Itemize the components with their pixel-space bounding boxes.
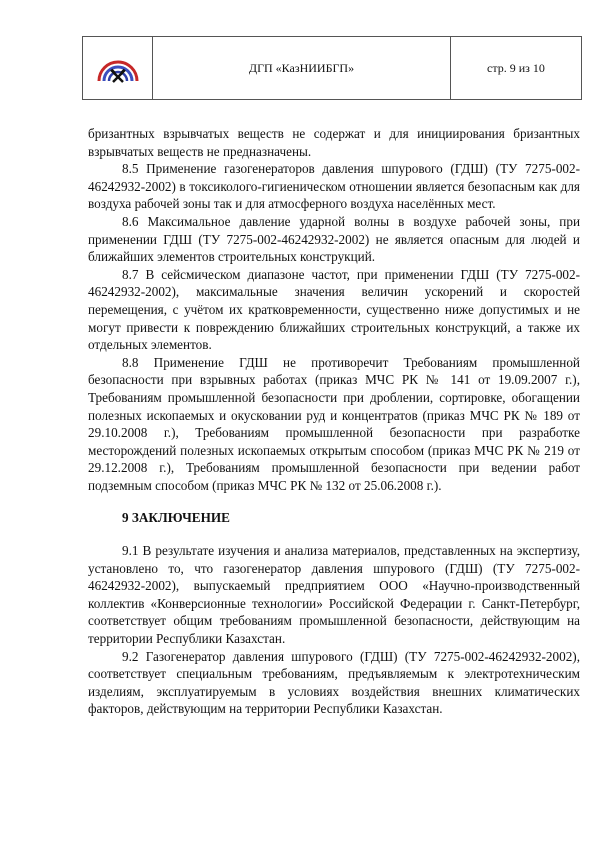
section-heading-conclusion: 9 ЗАКЛЮЧЕНИЕ	[122, 510, 230, 526]
paragraph-8-5: 8.5 Применение газогенераторов давления шпурового (ГДШ) (ТУ 7275-002-46242932-2002) в токсиколого-гигиеническом отношении является безопасным как для воздуха рабочей зоны так и для атмосферного воздуха населённых мест.	[88, 161, 580, 212]
paragraph-continuation: бризантных взрывчатых веществ не содержат и для инициирования бризантных взрывчатых веществ не предназначены.	[88, 126, 580, 159]
document-body	[88, 125, 580, 718]
arc-hammer-pick-logo-icon	[95, 51, 141, 85]
paragraph-9-2: 9.2 Газогенератор давления шпурового (ГДШ) (ТУ 7275-002-46242932-2002), соответствует специальным требованиям, предъявляемым к электротехническим изделиям, эксплуатируемым в условиях воздействия внешних климатических факторов, действующим на территории Республики Казахстан.	[88, 648, 580, 717]
organization-name: ДГП «КазНИИБГП»	[153, 37, 451, 99]
paragraph-8-8: 8.8 Применение ГДШ не противоречит Требованиям промышленной безопасности при взрывных работах (приказ МЧС РК № 141 от 19.09.2007 г.), Требованиям промышленной безопасности при дроблении, сортировке, обогащении полезных ископаемых и окусковании руд и концентратов (приказ МЧС РК № 189 от 29.10.2008 г.), Требованиям промышленной безопасности при разработке месторождений полезных ископаемых открытым способом (приказ МЧС РК № 219 от 29.12.2008 г.), Требованиям промышленной безопасности при ведении работ подземным способом (приказ МЧС РК № 132 от 25.06.2008 г.).	[88, 354, 580, 493]
paragraph-8-6: 8.6 Максимальное давление ударной волны в воздухе рабочей зоны, при применении ГДШ (ТУ 7275-002-46242932-2002) не является опасным для людей и ближайших элементов строительных конструкций.	[88, 213, 580, 265]
page-number: стр. 9 из 10	[487, 60, 545, 75]
paragraph-9-1: 9.1 В результате изучения и анализа материалов, представленных на экспертизу, установлено то, что газогенератор давления шпурового (ГДШ) (ТУ 7275-002-46242932-2002), выпускаемый предприятием ООО «Научно-производственный коллектив «Конверсионные технологии» Российской Федерации г. Санкт-Петербург, соответствует общим требованиям промышленной безопасности, действующим на территории Республики Казахстан.	[88, 543, 580, 647]
logo-cell	[83, 37, 153, 99]
page-header	[82, 36, 582, 100]
paragraph-8-7: 8.7 В сейсмическом диапазоне частот, при применении ГДШ (ТУ 7275-002-46242932-2002), максимальные значения величин ускорений и скоростей перемещения, с учётом их кратковременности, существенно ниже допустимых и не могут привести к повреждению ближайших строительных конструкций, а также их отдельных элементов.	[88, 266, 580, 353]
